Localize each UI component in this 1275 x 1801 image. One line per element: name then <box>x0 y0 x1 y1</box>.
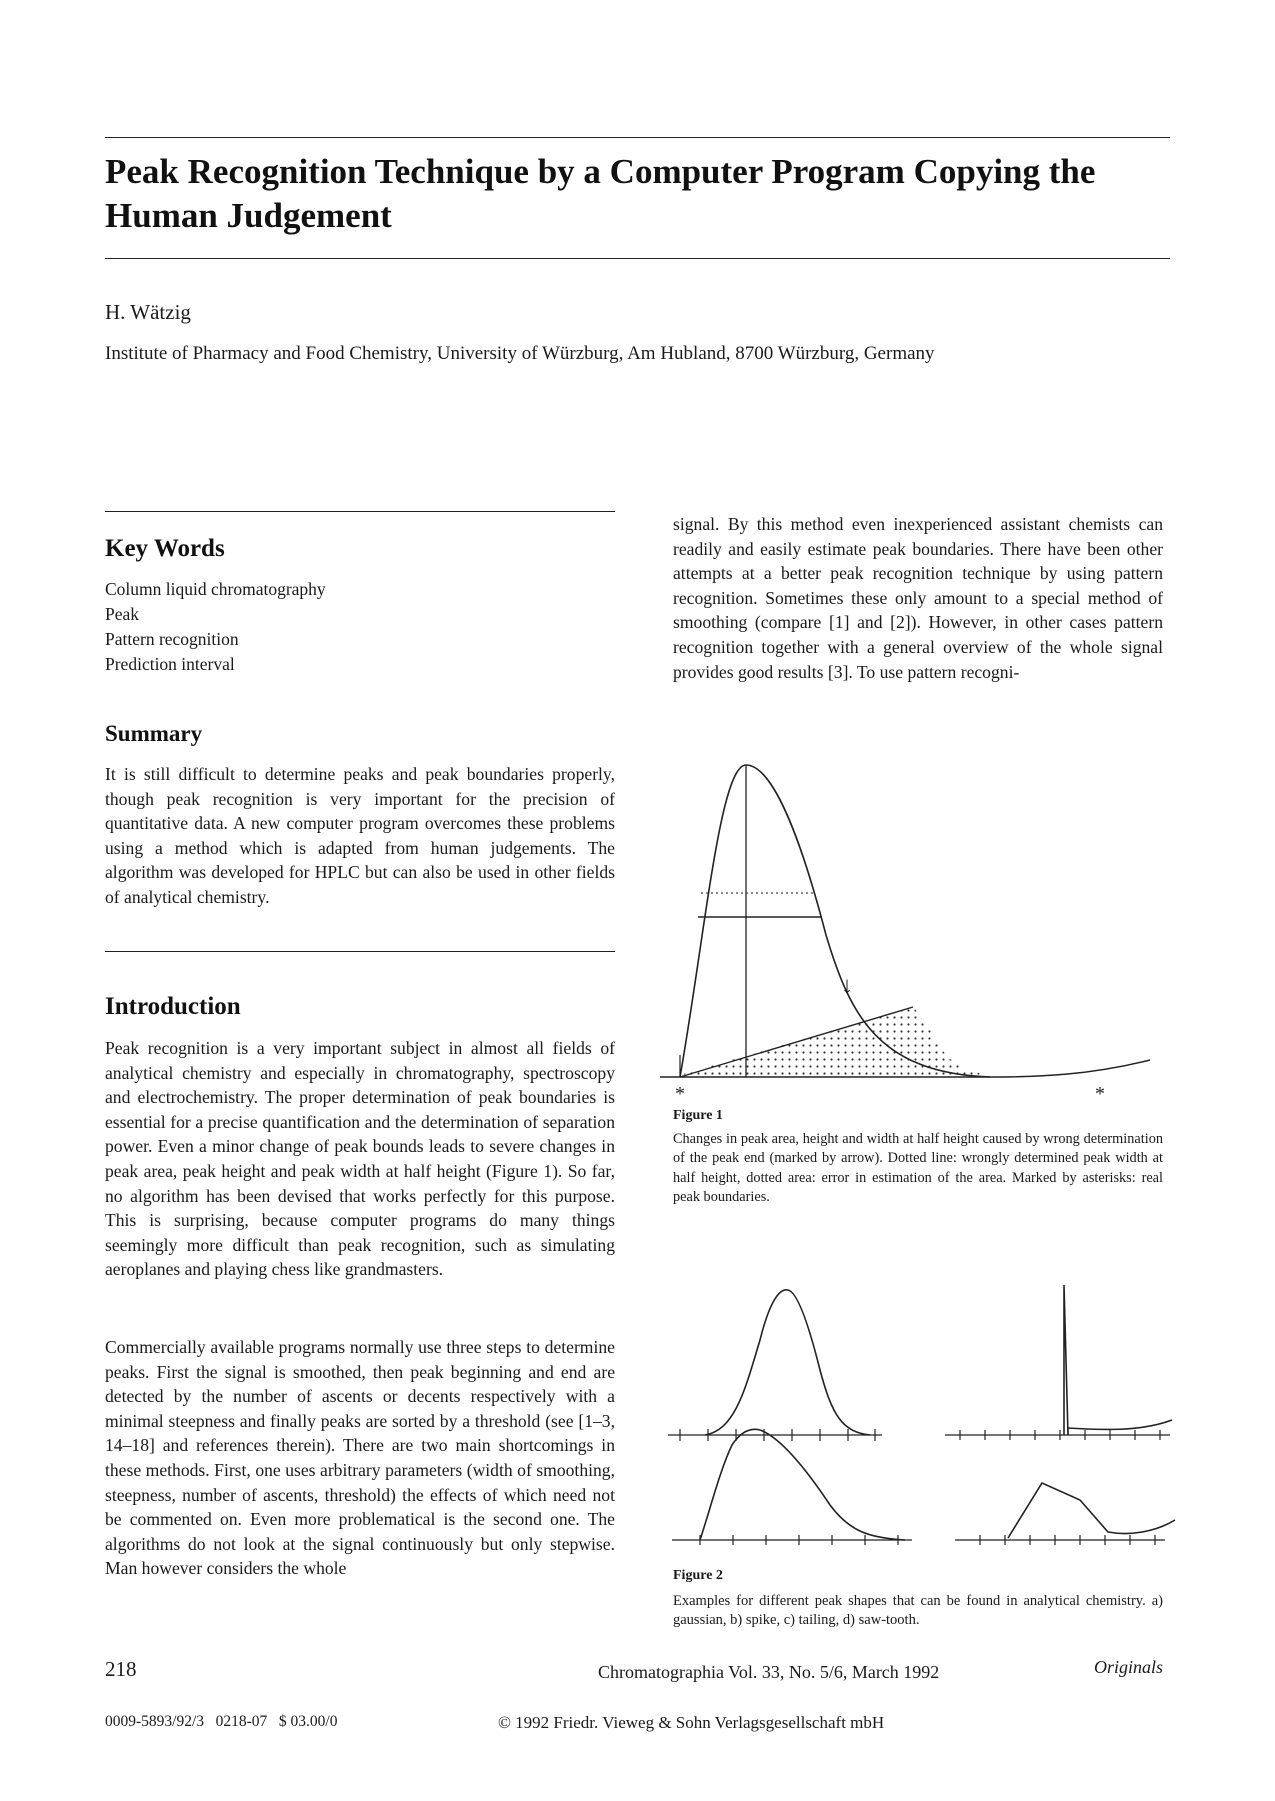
introduction-para-1: Peak recognition is a very important subject in almost all fields of analytical chemistry and especially in chromatography, spectroscopy and electrochemistry. The proper determination of peak boundaries is essential for a precise quantification and the determination of separation power. Even a minor change of peak bounds leads to severe changes in peak area, peak height and peak width at half height (Figure 1). So far, no algorithm has been devised that works perfectly for this purpose. This is surprising, because computer programs do many things seemingly more difficult than peak recognition, such as simulating aeroplanes and playing chess like grandmasters. <box>105 1038 615 1280</box>
figure-2-plots <box>660 1280 1180 1580</box>
keyword-item: Column liquid chromatography <box>105 579 326 599</box>
copyright-notice: © 1992 Friedr. Vieweg & Sohn Verlagsgesellschaft mbH <box>498 1713 885 1732</box>
figure-1-asterisk-end: * <box>1095 1083 1105 1105</box>
figure-2-label: Figure 2 <box>673 1568 723 1583</box>
keyword-item: Prediction interval <box>105 654 235 674</box>
article-title: Peak Recognition Technique by a Computer Program Copying the Human Judgement <box>105 152 1096 235</box>
author-affiliation: Institute of Pharmacy and Food Chemistry, University of Würzburg, Am Hubland, 8700 Würzburg, Germany <box>105 343 935 364</box>
summary-heading: Summary <box>105 721 203 746</box>
summary-rule <box>105 951 615 952</box>
summary-text: It is still difficult to determine peaks and peak boundaries properly, though peak recognition is very important for the precision of quantitative data. A new computer program overcomes these problems using a method which is adapted from human judgements. The algorithm was developed for HPLC but can also be used in other fields of analytical chemistry. <box>105 764 615 907</box>
figure-1-error-area <box>680 1007 1000 1077</box>
figure-1-label: Figure 1 <box>673 1108 723 1123</box>
introduction-para-2: Commercially available programs normally use three steps to determine peaks. First the signal is smoothed, then peak beginning and end are detected by the number of ascents or decents respectively with a minimal steepness and finally peaks are sorted by a threshold (see [1–3, 14–18] and references therein). There are two main shortcomings in these methods. First, one uses arbitrary parameters (width of smoothing, steepness, number of ascents, threshold) the effects of which need not be commented on. Even more problematical is the second one. The algorithms do not look at the signal continuously but only stepwise. Man however considers the whole <box>105 1337 615 1579</box>
section-label: Originals <box>1094 1657 1164 1677</box>
journal-citation: Chromatographia Vol. 33, No. 5/6, March 1992 <box>598 1662 940 1682</box>
article-code: 0009-5893/92/3 0218-07 $ 03.00/0 <box>105 1713 338 1730</box>
keyword-item: Pattern recognition <box>105 629 239 649</box>
figure-2-gaussian <box>668 1290 882 1441</box>
introduction-heading: Introduction <box>105 993 241 1020</box>
introduction-para-3: signal. By this method even inexperienced assistant chemists can readily and easily estimate peak boundaries. There have been other attempts at a better peak recognition technique by using pattern recognition. Sometimes these only amount to a special method of smoothing (compare [1] and [2]). However, in other cases pattern recognition together with a general overview of the whole signal provides good results [3]. To use pattern recogni- <box>673 514 1163 682</box>
figure-2-spike <box>945 1285 1172 1440</box>
page-number: 218 <box>105 1657 137 1681</box>
author-name: H. Wätzig <box>105 300 191 324</box>
figure-1-arrow: ↓ <box>841 973 853 999</box>
figure-2-tailing <box>672 1429 912 1545</box>
keywords-rule <box>105 511 615 512</box>
figure-1-asterisk-start: * <box>675 1083 685 1105</box>
figure-2-saw-tooth <box>955 1483 1175 1545</box>
figure-2-caption: Examples for different peak shapes that can be found in analytical chemistry. a) gaussian, b) spike, c) tailing, d) saw-tooth. <box>673 1593 1163 1629</box>
keywords-heading: Key Words <box>105 535 225 562</box>
keywords-list <box>105 577 326 677</box>
figure-1-plot <box>660 755 1150 1105</box>
keyword-item: Peak <box>105 604 140 624</box>
figure-1-caption: Changes in peak area, height and width at half height caused by wrong determination of the peak end (marked by arrow). Dotted line: wrongly determined peak width at half height, dotted area: error in estimation of the area. Marked by asterisks: real peak boundaries. <box>673 1131 1163 1206</box>
title-bottom-rule <box>105 258 1170 259</box>
title-top-rule <box>105 137 1170 138</box>
